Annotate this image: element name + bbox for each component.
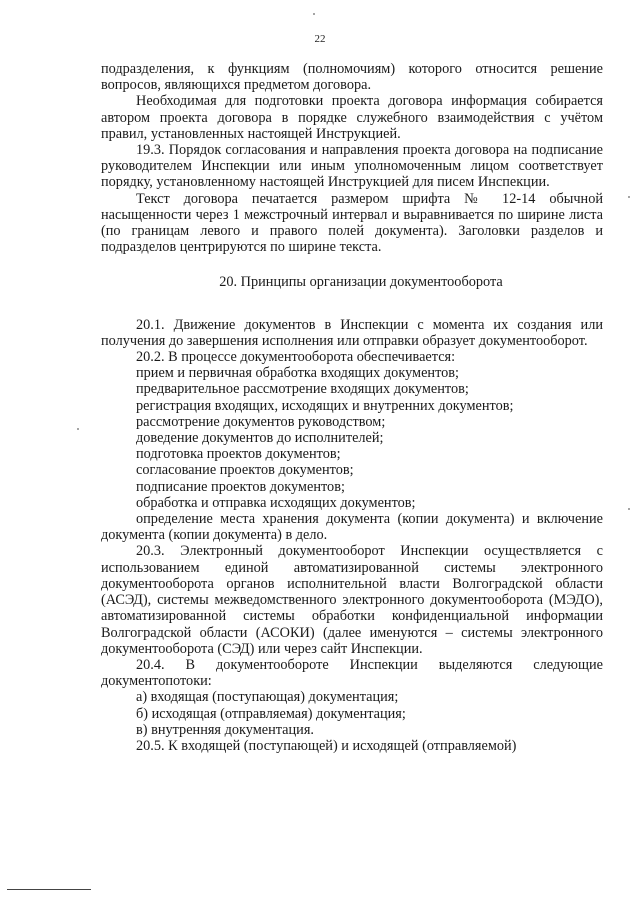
list-item: подготовка проектов документов;	[136, 446, 341, 463]
paragraph-storage: определение места хранения документа (копии документа) и включение документа (копии документа) в дело.	[101, 511, 603, 544]
list-20-2	[101, 365, 603, 511]
list-item: прием и первичная обработка входящих документов;	[136, 365, 459, 382]
scan-speck	[628, 196, 630, 198]
list-item: рассмотрение документов руководством;	[136, 413, 386, 430]
list-item: обработка и отправка исходящих документов;	[136, 494, 416, 511]
list-item: в) внутренняя документация.	[136, 721, 314, 738]
scan-speck	[77, 428, 79, 430]
list-item: предварительное рассмотрение входящих документов;	[136, 381, 469, 398]
paragraph-info-collection: Необходимая для подготовки проекта договора информация собирается автором проекта договора в порядке служебного взаимодействия с учётом правил, установленных настоящей Инструкцией.	[101, 93, 603, 142]
paragraph-20-3: 20.3. Электронный документооборот Инспекции осуществляется с использованием единой автоматизированной системы электронного документооборота органов исполнительной власти Волгоградской области (АСЭД), системы межведомственного электронного документооборота (МЭДО), автоматизированной системы обработки конфиденциальной информации Волгоградской области (АСОКИ) (далее именуются – системы электронного документооборота (СЭД) или через сайт Инспекции.	[101, 543, 603, 657]
paragraph-text-format: Текст договора печатается размером шрифта № 12-14 обычной насыщенности через 1 межстрочный интервал и выравнивается по ширине листа (по границам левого и правого полей документа). Заголовки разделов и подразделов центрируются по ширине текста.	[101, 190, 603, 256]
paragraph-20-2: 20.2. В процессе документооборота обеспечивается:	[136, 349, 456, 366]
section-heading: 20. Принципы организации документооборота	[219, 274, 503, 291]
list-item: регистрация входящих, исходящих и внутренних документов;	[136, 397, 514, 414]
footnote-separator	[7, 889, 91, 890]
paragraph-20-1: 20.1. Движение документов в Инспекции с момента их создания или получения до завершения исполнения или отправки образует документооборот.	[101, 316, 603, 349]
paragraph-continuation: подразделения, к функциям (полномочиям) которого относится решение вопросов, являющихся предметом договора.	[101, 61, 603, 94]
paragraph-19-3: 19.3. Порядок согласования и направления проекта договора на подписание руководителем Инспекции или иным уполномоченным лицом соответствует порядку, установленному настоящей Инструкцией для писем Инспекции.	[101, 142, 603, 191]
scan-speck	[313, 13, 315, 15]
paragraph-20-5: 20.5. К входящей (поступающей) и исходящей (отправляемой)	[136, 737, 517, 754]
document-body	[101, 61, 603, 754]
list-item: подписание проектов документов;	[136, 478, 345, 495]
paragraph-20-4: 20.4. В документообороте Инспекции выделяются следующие документопотоки:	[101, 656, 603, 690]
scan-speck	[628, 508, 630, 510]
list-20-4	[101, 689, 603, 738]
list-item: а) входящая (поступающая) документация;	[136, 689, 399, 706]
list-item: доведение документов до исполнителей;	[136, 430, 384, 447]
list-item: б) исходящая (отправляемая) документация;	[136, 705, 406, 722]
page-number: 22	[314, 33, 326, 45]
list-item: согласование проектов документов;	[136, 462, 354, 479]
